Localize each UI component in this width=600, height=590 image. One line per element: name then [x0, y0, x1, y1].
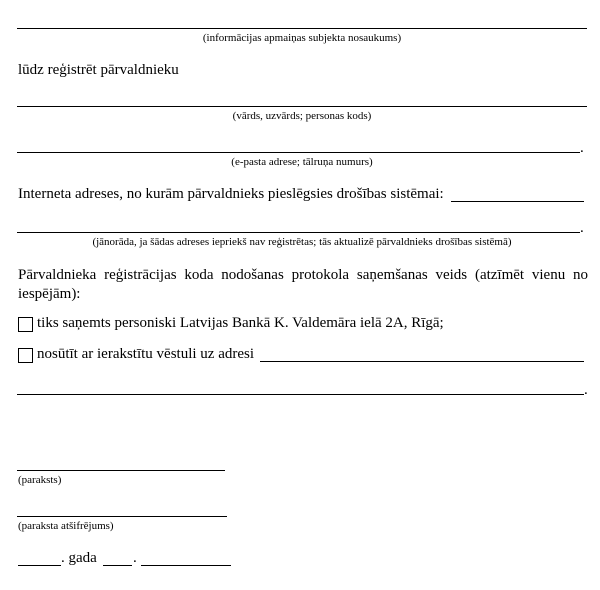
request-text: lūdz reģistrēt pārvaldnieku — [18, 62, 179, 78]
contacts-caption: (e-pasta adrese; tālruņa numurs) — [231, 156, 373, 168]
date-day-line[interactable] — [103, 565, 132, 566]
protocol-receipt-text: Pārvaldnieka reģistrācijas koda nodošanas protokola saņemšanas veids (atzīmēt vienu no iespējām): — [18, 267, 588, 302]
contacts-line[interactable] — [17, 152, 580, 153]
option-mail-label: nosūtīt ar ierakstītu vēstuli uz adresi — [37, 346, 255, 362]
subject-name-line[interactable] — [17, 28, 587, 29]
internet-addresses-label: Interneta adreses, no kurām pārvaldnieks pieslēgsies drošības sistēmai: — [18, 186, 444, 202]
internet-addresses-line-2[interactable] — [17, 232, 580, 233]
option-mail-checkbox[interactable] — [18, 348, 33, 363]
mail-address-line-1[interactable] — [260, 361, 584, 362]
date-month-line[interactable] — [141, 565, 231, 566]
mail-address-line-2[interactable] — [17, 394, 584, 395]
date-year-line[interactable] — [18, 565, 61, 566]
option-personal-checkbox[interactable] — [18, 317, 33, 332]
signature-line[interactable] — [17, 470, 225, 471]
internet-addresses-period: . — [580, 220, 584, 236]
mail-address-period: . — [584, 382, 588, 398]
name-id-caption: (vārds, uzvārds; personas kods) — [232, 110, 372, 122]
date-gada-text: . gada — [61, 550, 97, 566]
internet-addresses-line-1[interactable] — [451, 201, 584, 202]
name-id-line[interactable] — [17, 106, 587, 107]
contacts-period: . — [580, 140, 584, 156]
signature-decode-caption: (paraksta atšifrējums) — [18, 520, 114, 532]
signature-decode-line[interactable] — [17, 516, 227, 517]
option-personal-label: tiks saņemts personiski Latvijas Bankā K. Valdemāra ielā 2A, Rīgā; — [37, 315, 444, 331]
addresses-note-caption: (jānorāda, ja šādas adreses iepriekš nav reģistrētas; tās aktualizē pārvaldnieks drošības sistēmā) — [92, 236, 512, 248]
date-period: . — [133, 550, 137, 566]
signature-caption: (paraksts) — [18, 474, 62, 486]
subject-name-caption: (informācijas apmaiņas subjekta nosaukums) — [202, 32, 402, 44]
